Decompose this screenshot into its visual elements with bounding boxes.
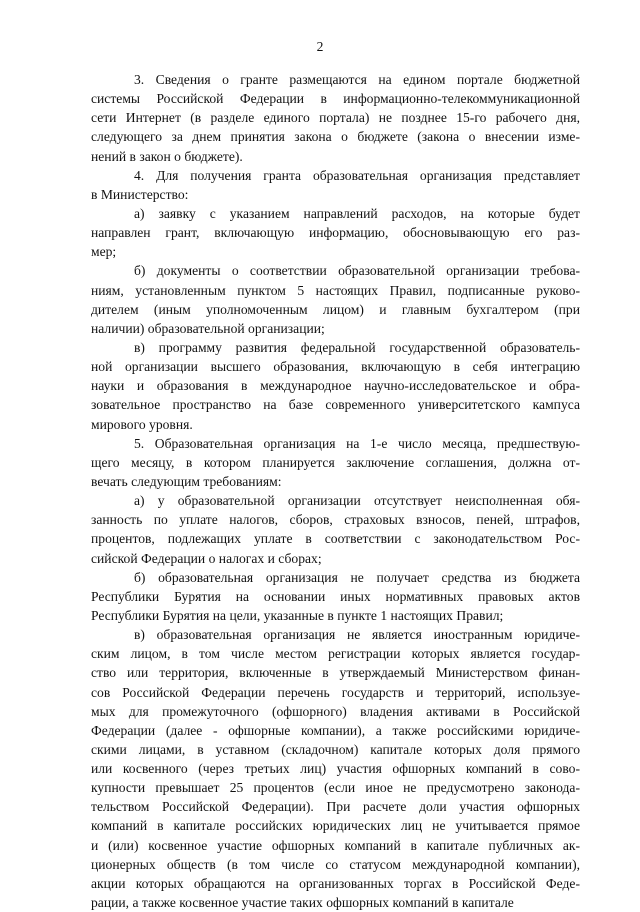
paragraph (91, 70, 580, 166)
text-line: Республики Бурятия на цели, указанные в пункте 1 настоящих Правил; (91, 607, 504, 623)
text-line: рации, а также косвенное участие таких офшорных компаний в капитале (91, 895, 514, 911)
text-line: вечать следующим требованиям: (91, 473, 282, 489)
text-line: следующего за днем принятия закона о бюджете (закона о внесении изме- (91, 129, 580, 145)
text-line: дителем (иным уполномоченным лицом) и главным бухгалтером (при (91, 301, 580, 317)
text-line: компаний в капитале российских юридических лиц не учитывается прямое (91, 818, 580, 834)
text-line: тельством Российской Федерации). При расчете доли участия офшорных (91, 799, 580, 815)
text-line: наличии) образовательной организации; (91, 320, 325, 336)
text-line: 4. Для получения гранта образовательная организация представляет (134, 167, 580, 183)
text-line: купности превышает 25 процентов (если иное не предусмотрено законода- (91, 780, 580, 796)
text-line: мер; (91, 244, 117, 260)
paragraph (91, 204, 580, 261)
text-line: в Министерство: (91, 186, 189, 202)
text-line: б) документы о соответствии образовательной организации требова- (134, 263, 580, 279)
text-line: сети Интернет (в разделе единого портала) не позднее 15-го рабочего дня, (91, 110, 580, 126)
text-line: скими лицами, в уставном (складочном) капитале которых доля прямого (91, 741, 580, 757)
text-line: акции которых обращаются на организованных торгах в Российской Феде- (91, 875, 580, 891)
text-line: системы Российской Федерации в информационно-телекоммуникационной (91, 91, 580, 107)
text-line: мирового уровня. (91, 416, 193, 432)
text-line: направлен грант, включающую информацию, обосновывающую его раз- (91, 225, 580, 241)
text-line: ционерных обществ (в том числе со статусом международной компании), (91, 856, 580, 872)
text-line: ниям, установленным пунктом 5 настоящих Правил, подписанные руково- (91, 282, 580, 298)
paragraph (91, 166, 580, 204)
text-line: науки и образования в международное научно-исследовательское и обра- (91, 378, 580, 394)
paragraph (91, 338, 580, 434)
text-line: ство или территория, включенные в утверждаемый Министерством финан- (91, 665, 580, 681)
text-line: процентов, подлежащих уплате в соответствии с законодательством Рос- (91, 531, 580, 547)
text-line: или косвенного (через третьих лиц) участия офшорных компаний в сово- (91, 761, 580, 777)
text-line: мых для промежуточного (офшорного) владения активами в Российской (91, 703, 580, 719)
page-number: 2 (316, 39, 324, 54)
text-line: в) образовательная организация не является иностранным юридиче- (134, 627, 580, 643)
document-body (91, 70, 580, 912)
text-line: щего месяцу, в котором планируется заключение соглашения, должна от- (91, 454, 580, 470)
text-line: Федерации (далее - офшорные компании), а также российскими юридиче- (91, 722, 580, 738)
text-line: б) образовательная организация не получает средства из бюджета (134, 569, 580, 585)
paragraph (91, 261, 580, 338)
text-line: 3. Сведения о гранте размещаются на едином портале бюджетной (134, 72, 580, 87)
text-line: Республики Бурятия на основании иных нормативных правовых актов (91, 588, 580, 604)
text-line: а) у образовательной организации отсутствует неисполненная обя- (134, 493, 580, 509)
text-line: ной организации высшего образования, включающую в себя интеграцию (91, 359, 580, 375)
text-line: сийской Федерации о налогах и сборах; (91, 550, 322, 566)
text-line: зовательное пространство на базе современного университетского кампуса (91, 397, 580, 413)
text-line: 5. Образовательная организация на 1-е число месяца, предшествую- (134, 435, 580, 451)
text-line: в) программу развития федеральной государственной образователь- (134, 339, 580, 355)
text-line: и (или) косвенное участие офшорных компаний в капитале публичных ак- (91, 837, 580, 853)
paragraph (91, 568, 580, 625)
text-line: занность по уплате налогов, сборов, страховых взносов, пеней, штрафов, (91, 512, 580, 528)
text-line: ским лицом, в том числе местом регистрации которых является государ- (91, 646, 580, 662)
text-line: нений в закон о бюджете). (91, 148, 243, 164)
text-line: сов Российской Федерации перечень государств и территорий, используе- (91, 684, 580, 700)
paragraph (91, 434, 580, 491)
paragraph (91, 491, 580, 568)
paragraph (91, 625, 580, 912)
text-line: а) заявку с указанием направлений расходов, на которые будет (134, 205, 580, 221)
